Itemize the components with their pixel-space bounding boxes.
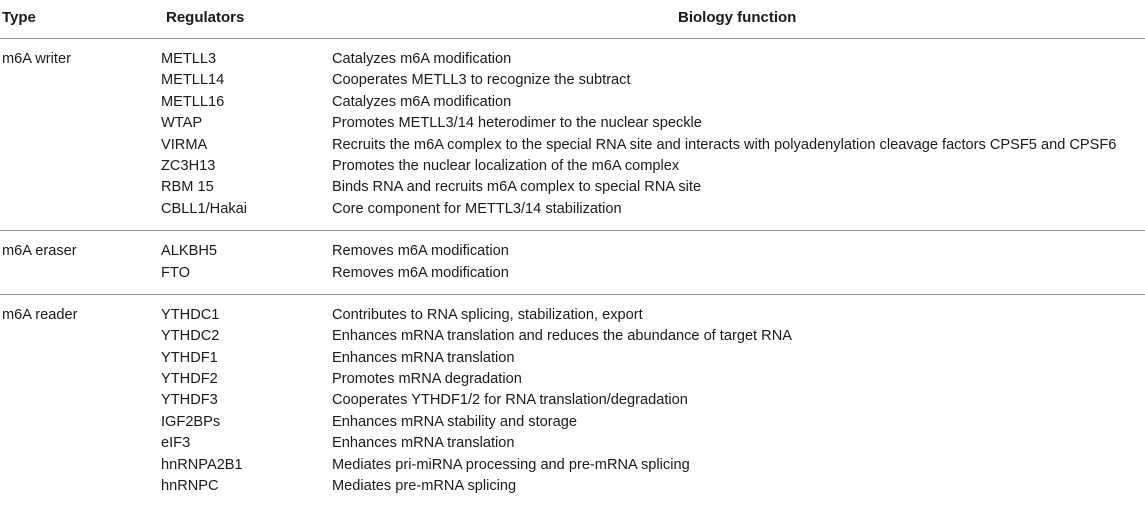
table-row	[0, 263, 1145, 284]
regulator-cell: YTHDF2	[161, 371, 218, 388]
table-row	[0, 305, 1145, 326]
table-row	[0, 70, 1145, 91]
function-cell: Promotes METLL3/14 heterodimer to the nuclear speckle	[332, 115, 702, 132]
regulator-cell: IGF2BPs	[161, 413, 221, 430]
regulator-cell: ALKBH5	[161, 243, 217, 260]
table-row	[0, 348, 1145, 369]
regulator-cell: WTAP	[161, 115, 203, 132]
function-cell: Catalyzes m6A modification	[332, 51, 512, 67]
type-cell: m6A reader	[2, 306, 78, 323]
type-cell: m6A writer	[2, 51, 71, 67]
table-row	[0, 156, 1145, 177]
regulator-cell: hnRNPA2B1	[161, 456, 243, 473]
header-regulators: Regulators	[166, 9, 245, 26]
function-cell: Enhances mRNA translation	[332, 435, 515, 452]
regulator-cell: FTO	[161, 264, 190, 281]
regulator-cell: YTHDC2	[161, 328, 220, 345]
table-row	[0, 412, 1145, 433]
regulator-cell: METLL3	[161, 51, 217, 67]
function-cell: Cooperates YTHDF1/2 for RNA translation/degradation	[332, 392, 688, 409]
function-cell: Enhances mRNA translation	[332, 349, 515, 366]
regulator-cell: METLL14	[161, 72, 225, 89]
regulator-cell: METLL16	[161, 93, 225, 110]
regulator-cell: eIF3	[161, 435, 191, 452]
table-row	[0, 135, 1145, 156]
table-header	[0, 0, 1145, 39]
table-row	[0, 326, 1145, 347]
function-cell: Removes m6A modification	[332, 264, 509, 281]
row-group	[0, 39, 1145, 231]
header-biology-function: Biology function	[678, 9, 797, 26]
regulator-cell: ZC3H13	[161, 157, 216, 174]
function-cell: Mediates pre-mRNA splicing	[332, 478, 517, 495]
type-cell: m6A eraser	[2, 243, 77, 260]
function-cell: Mediates pri-miRNA processing and pre-mRNA splicing	[332, 456, 690, 473]
table-row	[0, 113, 1145, 134]
function-cell: Enhances mRNA stability and storage	[332, 413, 577, 430]
function-cell: Contributes to RNA splicing, stabilization, export	[332, 306, 643, 323]
function-cell: Core component for METTL3/14 stabilization	[332, 200, 622, 217]
table-row	[0, 199, 1145, 220]
regulator-cell: hnRNPC	[161, 478, 219, 495]
table-row	[0, 49, 1145, 70]
table-row	[0, 476, 1145, 497]
function-cell: Recruits the m6A complex to the special RNA site and interacts with polyadenylation cleavage factors CPSF5 and CPSF6	[332, 136, 1117, 153]
function-cell: Removes m6A modification	[332, 243, 509, 260]
regulator-cell: YTHDF1	[161, 349, 218, 366]
regulator-cell: YTHDC1	[161, 306, 220, 323]
table-row	[0, 177, 1145, 198]
regulator-cell: YTHDF3	[161, 392, 218, 409]
table-row	[0, 241, 1145, 262]
function-cell: Enhances mRNA translation and reduces the abundance of target RNA	[332, 328, 792, 345]
regulator-cell: VIRMA	[161, 136, 208, 153]
row-group	[0, 295, 1145, 507]
table-body	[0, 39, 1145, 507]
function-cell: Catalyzes m6A modification	[332, 93, 512, 110]
table-row	[0, 455, 1145, 476]
table-row	[0, 92, 1145, 113]
function-cell: Binds RNA and recruits m6A complex to special RNA site	[332, 179, 702, 196]
header-type: Type	[2, 9, 36, 26]
function-cell: Promotes the nuclear localization of the m6A complex	[332, 157, 680, 174]
row-group	[0, 231, 1145, 295]
regulator-cell: RBM 15	[161, 179, 214, 196]
regulator-cell: CBLL1/Hakai	[161, 200, 247, 217]
table-row	[0, 390, 1145, 411]
function-cell: Cooperates METLL3 to recognize the subtract	[332, 72, 631, 89]
function-cell: Promotes mRNA degradation	[332, 371, 522, 388]
table-row	[0, 369, 1145, 390]
table-row	[0, 433, 1145, 454]
